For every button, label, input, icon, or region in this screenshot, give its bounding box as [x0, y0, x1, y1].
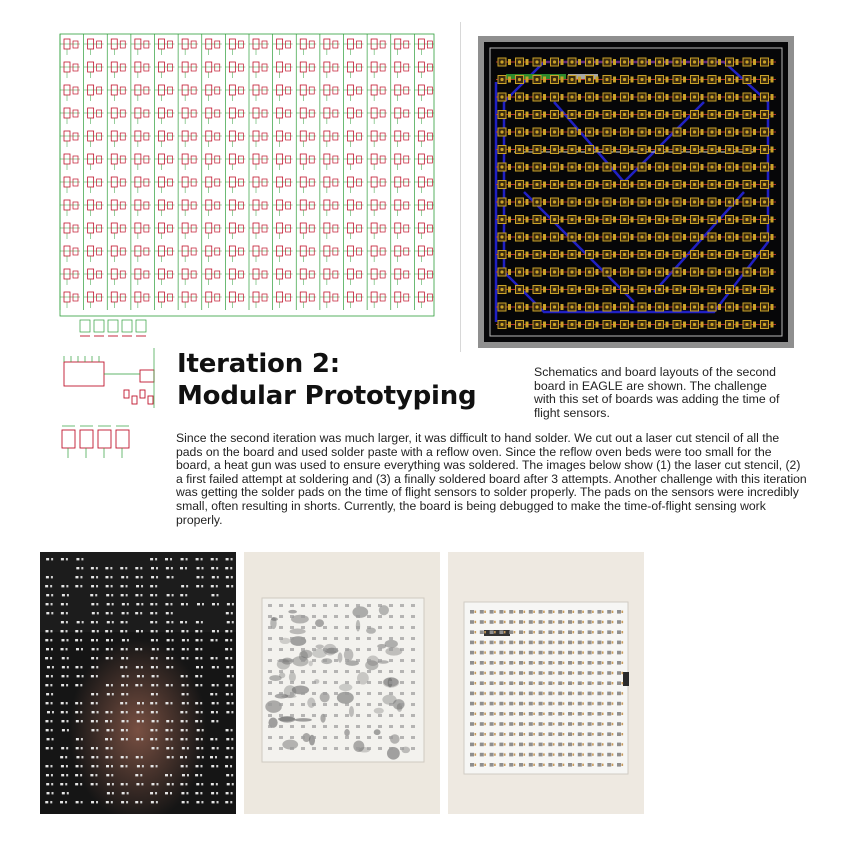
eagle-caption: Schematics and board layouts of the second board in EAGLE are shown. The challenge with this set of boards was adding the time of flight sensors.	[534, 365, 780, 420]
board-layout-pcb	[484, 42, 788, 342]
board-layout-image	[478, 36, 794, 348]
section-heading-line-2: Modular Prototyping	[177, 381, 477, 411]
section-heading	[177, 348, 476, 412]
iteration-description: Since the second iteration was much larger, it was difficult to hand solder. We cut out a laser cut stencil of all the pads on the board and used solder paste with a reflow oven. Since the reflow oven beds were too small for the board, a heat gun was used to ensure everything was soldered. The images below show (1) the laser cut stencil, (2) a first failed attempt at soldering and (3) a finally soldered board after 3 attempts. Another challenge with this iteration was getting the solder pads on the time of flight sensors to solder properly. The pads on the sensors were incredibly small, often resulting in shorts. Currently, the board is being debugged to make the time-of-flight sensing work properly.	[176, 431, 807, 527]
schematic-image	[58, 30, 436, 322]
laser-cut-stencil-photo	[40, 552, 236, 814]
subcircuit-schematic-image	[58, 318, 168, 466]
section-heading-line-1: Iteration 2:	[177, 349, 340, 379]
soldered-board-photo	[448, 552, 644, 814]
failed-solder-attempt-photo	[244, 552, 440, 814]
divider	[460, 22, 461, 352]
